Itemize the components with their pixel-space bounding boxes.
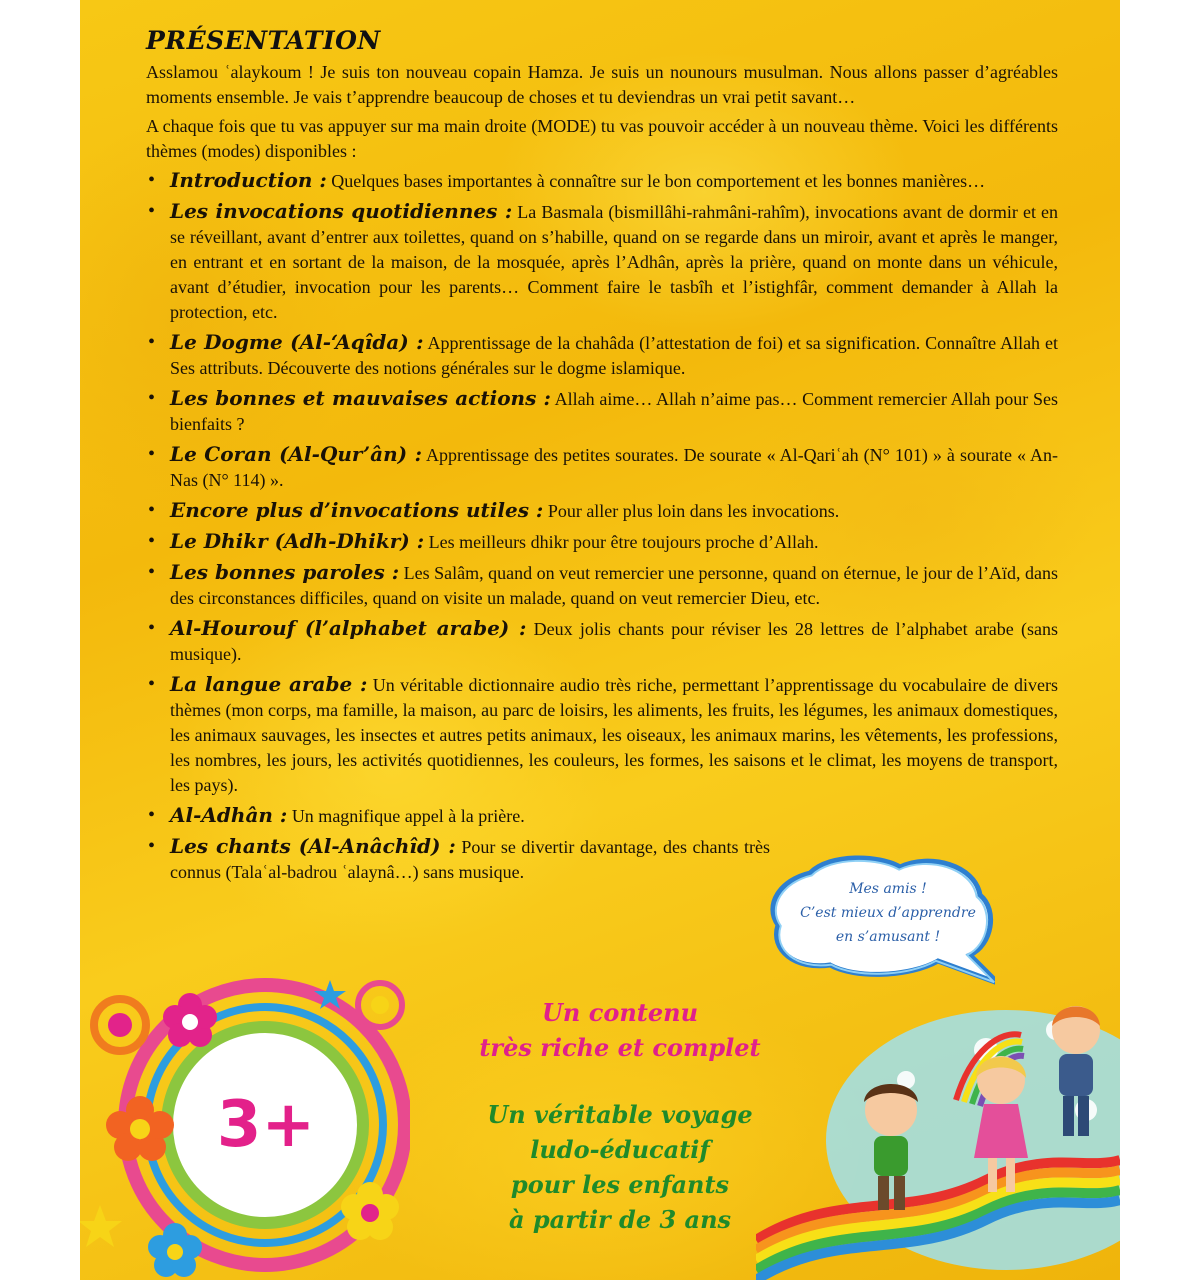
intro-paragraph-1: Asslamou ʿalaykoum ! Je suis ton nouveau copain Hamza. Je suis un nounours musulman. Nous allons passer d’agréables moments ensemble. Je vais t’apprendre beaucoup de choses et tu deviendras un vrai petit savant… (146, 62, 1058, 107)
theme-term: Le Dhikr (Adh-Dhikr) : (170, 529, 425, 553)
theme-term: Al-Hourouf (l’alphabet arabe) : (170, 616, 527, 640)
theme-item (146, 803, 1058, 829)
tagline-line: Un véritable voyage (487, 1100, 753, 1129)
theme-desc: Les Salâm, quand on veut remercier une personne, quand on éternue, le jour de l’Aïd, dans des circonstances difficiles, quand on visite un malade, quand on veut remercier Dieu, etc. (170, 563, 1058, 608)
tagline-line: à partir de 3 ans (508, 1205, 732, 1234)
theme-desc: La Basmala (bismillâhi-rahmâni-rahîm), invocations avant de dormir et en se réveillant, avant d’entrer aux toilettes, quand on s’habille, quand on se regarde dans un miroir, avant et après le manger, en entrant et en sortant de la maison, de la mosquée, après l’Adhân, après la prière, quand on monte dans un véhicule, avant d’étudier, invocation pour les parents… Comment faire le tasbîh et l’istighfâr, comment demander à Allah la protection, etc. (170, 202, 1058, 322)
theme-term: Les bonnes paroles : (170, 560, 400, 584)
tagline-line: ludo-éducatif (530, 1135, 710, 1164)
theme-item (146, 616, 1058, 667)
tagline-line: très riche et complet (479, 1033, 761, 1062)
theme-term: Le Coran (Al-Qur’ân) : (170, 442, 422, 466)
theme-desc: Apprentissage de la chahâda (l’attestation de foi) et sa signification. Connaître Allah et Ses attributs. Découverte des notions générales sur le dogme islamique. (170, 333, 1058, 378)
theme-item (146, 560, 1058, 611)
intro-paragraph-2: A chaque fois que tu vas appuyer sur ma main droite (MODE) tu vas pouvoir accéder à un nouveau thème. Voici les différents thèmes (modes) disponibles : (146, 116, 1058, 161)
theme-term: Les chants (Al-Anâchîd) : (170, 834, 456, 858)
speech-bubble-text (798, 877, 978, 949)
theme-list (146, 168, 1058, 885)
theme-term: La langue arabe : (170, 672, 368, 696)
theme-desc: Pour aller plus loin dans les invocations. (547, 501, 840, 521)
tagline-line: pour les enfants (510, 1170, 730, 1199)
theme-desc: Un véritable dictionnaire audio très riche, permettant l’apprentissage du vocabulaire de divers thèmes (mon corps, ma famille, la maison, au parc de loisirs, les aliments, les fruits, les légumes, les animaux domestiques, les animaux sauvages, les insectes et autres petits animaux, les oiseaux, les animaux marins, les vêtements, les professions, les nombres, les jours, les activités quotidiennes, les couleurs, les formes, les saisons et le climat, les moyens de transport, les pays). (170, 675, 1059, 795)
tagline-line: Un contenu (541, 998, 699, 1027)
page-title: PRÉSENTATION (146, 26, 381, 55)
theme-term: Introduction : (170, 168, 327, 192)
theme-item (146, 498, 1058, 524)
theme-item (146, 330, 1058, 381)
theme-item (146, 168, 1058, 194)
theme-item (146, 529, 1058, 555)
theme-desc: Allah aime… Allah n’aime pas… Comment remercier Allah pour Ses bienfaits ? (170, 389, 1059, 434)
bubble-line: Mes amis ! (849, 881, 927, 897)
age-badge: 3+ (216, 1088, 316, 1162)
theme-term: Le Dogme (Al-‘Aqîda) : (170, 330, 424, 354)
theme-desc: Pour se divertir davantage, des chants très connus (Talaʿal-badrou ʿalaynâ…) sans musique. (170, 837, 770, 882)
theme-term: Les bonnes et mauvaises actions : (170, 386, 551, 410)
presentation-section (146, 26, 1058, 890)
theme-item (146, 199, 1058, 325)
bubble-line: en s’amusant ! (835, 929, 941, 945)
theme-item (146, 834, 770, 885)
theme-term: Al-Adhân : (170, 803, 288, 827)
bubble-line: C’est mieux d’apprendre (800, 905, 976, 921)
theme-item (146, 672, 1058, 798)
theme-desc: Quelques bases importantes à connaître sur le bon comportement et les bonnes manières… (331, 171, 986, 191)
theme-desc: Un magnifique appel à la prière. (291, 806, 525, 826)
theme-desc: Apprentissage des petites sourates. De sourate « Al-Qariʿah (N° 101) » à sourate « An-Nas (N° 114) ». (170, 445, 1058, 490)
theme-term: Encore plus d’invocations utiles : (170, 498, 544, 522)
theme-desc: Deux jolis chants pour réviser les 28 lettres de l’alphabet arabe (sans musique). (170, 619, 1059, 664)
theme-item (146, 386, 1058, 437)
kids-rainbow-illustration-icon (756, 990, 1120, 1280)
theme-desc: Les meilleurs dhikr pour être toujours proche d’Allah. (428, 532, 819, 552)
theme-item (146, 442, 1058, 493)
theme-term: Les invocations quotidiennes : (170, 199, 513, 223)
poster (80, 0, 1120, 1280)
